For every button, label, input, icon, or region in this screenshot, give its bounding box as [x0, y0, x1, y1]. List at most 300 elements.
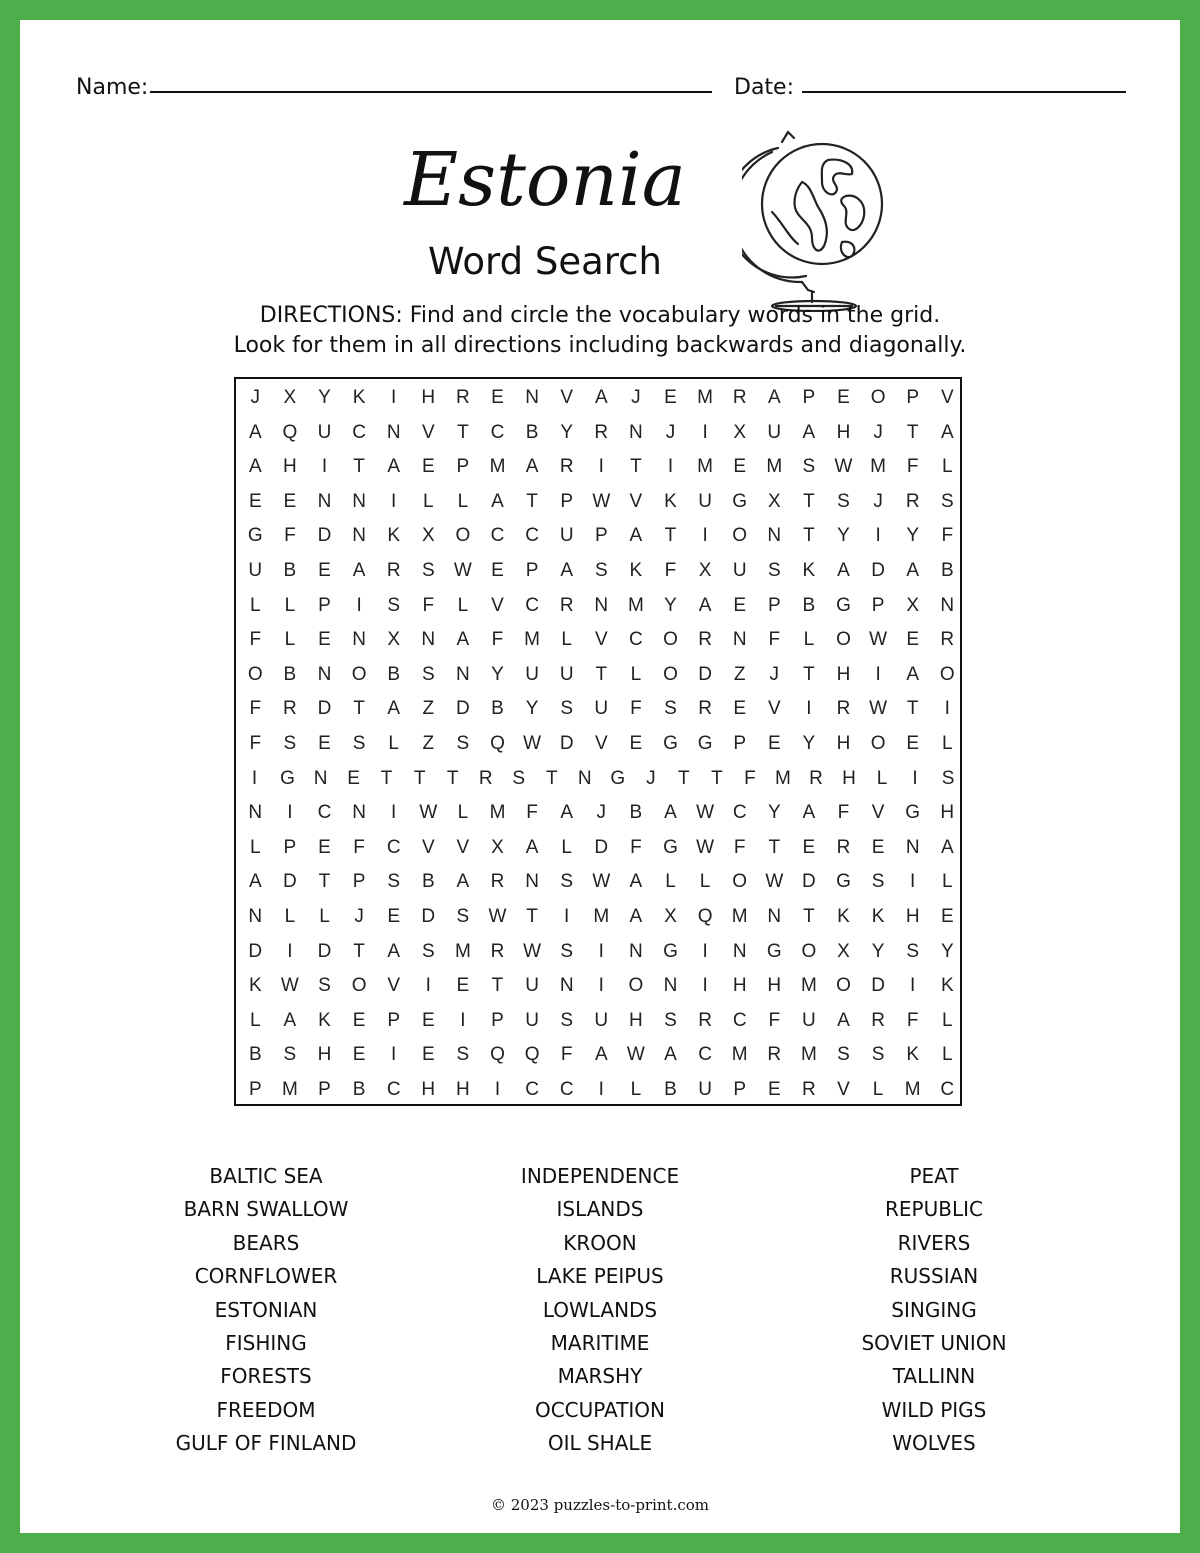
grid-letter[interactable]: R — [698, 629, 712, 651]
grid-letter[interactable]: V — [629, 490, 643, 512]
grid-letter[interactable]: X — [664, 906, 677, 927]
grid-letter[interactable]: R — [490, 940, 505, 962]
grid-letter[interactable]: E — [767, 733, 781, 754]
grid-letter[interactable]: G — [663, 836, 678, 858]
grid-letter[interactable]: I — [391, 387, 397, 408]
grid-letter[interactable]: O — [836, 975, 851, 997]
grid-letter[interactable]: L — [457, 490, 469, 512]
grid-letter[interactable]: V — [491, 594, 504, 616]
grid-letter[interactable]: I — [391, 490, 397, 512]
grid-letter[interactable]: E — [352, 1009, 366, 1031]
grid-letter[interactable]: E — [352, 1044, 366, 1066]
grid-letter[interactable]: L — [561, 629, 572, 651]
grid-letter[interactable]: E — [664, 387, 677, 408]
grid-letter[interactable]: T — [803, 490, 815, 512]
grid-letter[interactable]: R — [940, 629, 955, 651]
grid-letter[interactable]: F — [422, 594, 435, 616]
grid-letter[interactable]: K — [352, 387, 366, 408]
grid-letter[interactable]: R — [809, 767, 823, 789]
grid-letter[interactable]: G — [836, 871, 851, 893]
grid-letter[interactable]: O — [939, 663, 955, 685]
grid-letter[interactable]: X — [698, 560, 712, 581]
grid-letter[interactable]: C — [386, 836, 401, 858]
grid-letter[interactable]: F — [491, 629, 504, 651]
grid-letter[interactable]: N — [352, 525, 366, 547]
grid-letter[interactable]: E — [871, 836, 885, 858]
grid-letter[interactable]: S — [837, 490, 850, 512]
grid-letter[interactable]: N — [386, 421, 401, 443]
grid-letter[interactable]: B — [491, 698, 504, 720]
grid-letter[interactable]: W — [523, 733, 542, 754]
grid-letter[interactable]: Z — [422, 733, 435, 754]
grid-letter[interactable]: T — [380, 767, 393, 789]
grid-letter[interactable]: T — [664, 525, 677, 547]
grid-letter[interactable]: T — [526, 490, 538, 512]
grid-letter[interactable]: C — [317, 802, 332, 824]
grid-letter[interactable]: I — [910, 975, 916, 997]
grid-letter[interactable]: M — [593, 906, 610, 927]
grid-letter[interactable]: A — [802, 802, 816, 824]
grid-letter[interactable]: I — [702, 421, 708, 443]
grid-letter[interactable]: J — [873, 490, 883, 512]
grid-letter[interactable]: R — [490, 871, 505, 893]
grid-letter[interactable]: U — [698, 490, 712, 512]
grid-letter[interactable]: L — [630, 1079, 642, 1100]
grid-letter[interactable]: V — [560, 387, 574, 408]
grid-letter[interactable]: Q — [490, 733, 505, 754]
grid-letter[interactable]: N — [313, 767, 328, 789]
grid-letter[interactable]: I — [944, 698, 950, 720]
grid-letter[interactable]: X — [733, 421, 747, 443]
grid-letter[interactable]: S — [560, 698, 574, 720]
grid-letter[interactable]: A — [387, 456, 401, 478]
grid-letter[interactable]: Q — [282, 421, 298, 443]
grid-letter[interactable]: D — [248, 940, 263, 962]
grid-letter[interactable]: U — [802, 1009, 816, 1031]
grid-letter[interactable]: U — [594, 698, 609, 720]
grid-letter[interactable]: G — [905, 802, 921, 824]
grid-letter[interactable]: H — [421, 1079, 436, 1100]
grid-letter[interactable]: E — [318, 629, 331, 651]
grid-letter[interactable]: L — [803, 629, 815, 651]
grid-letter[interactable]: B — [802, 594, 816, 616]
grid-letter[interactable]: H — [905, 906, 920, 927]
grid-letter[interactable]: P — [318, 594, 331, 616]
grid-letter[interactable]: Q — [524, 1044, 540, 1066]
grid-letter[interactable]: P — [318, 1079, 331, 1100]
grid-letter[interactable]: N — [525, 387, 539, 408]
grid-letter[interactable]: W — [488, 906, 507, 927]
grid-letter[interactable]: G — [697, 733, 713, 754]
grid-letter[interactable]: Z — [733, 663, 746, 685]
grid-letter[interactable]: S — [560, 1009, 574, 1031]
grid-letter[interactable]: T — [906, 698, 919, 720]
grid-letter[interactable]: A — [525, 836, 539, 858]
grid-letter[interactable]: O — [628, 975, 644, 997]
grid-letter[interactable]: B — [525, 421, 539, 443]
grid-letter[interactable]: U — [317, 421, 332, 443]
grid-letter[interactable]: I — [806, 698, 812, 720]
grid-letter[interactable]: K — [940, 975, 954, 997]
grid-letter[interactable]: I — [251, 767, 258, 789]
grid-letter[interactable]: C — [698, 1044, 712, 1066]
grid-letter[interactable]: B — [283, 560, 297, 581]
grid-letter[interactable]: W — [592, 871, 611, 893]
grid-letter[interactable]: D — [802, 871, 816, 893]
grid-letter[interactable]: M — [489, 802, 506, 824]
grid-letter[interactable]: T — [768, 836, 781, 858]
grid-letter[interactable]: L — [561, 836, 572, 858]
grid-letter[interactable]: T — [545, 767, 558, 789]
grid-letter[interactable]: Q — [490, 1044, 505, 1066]
grid-letter[interactable]: W — [765, 871, 784, 893]
grid-letter[interactable]: T — [491, 975, 504, 997]
grid-letter[interactable]: X — [767, 490, 781, 512]
grid-letter[interactable]: W — [696, 802, 715, 824]
grid-letter[interactable]: I — [321, 456, 328, 478]
grid-letter[interactable]: M — [281, 1079, 298, 1100]
grid-letter[interactable]: S — [594, 560, 608, 581]
grid-letter[interactable]: O — [732, 871, 748, 893]
grid-letter[interactable]: J — [646, 767, 656, 789]
grid-letter[interactable]: V — [871, 802, 885, 824]
grid-letter[interactable]: V — [594, 629, 608, 651]
grid-letter[interactable]: E — [906, 733, 920, 754]
grid-letter[interactable]: X — [491, 836, 504, 858]
grid-letter[interactable]: A — [491, 490, 504, 512]
grid-letter[interactable]: L — [250, 836, 261, 858]
grid-letter[interactable]: R — [283, 698, 297, 720]
grid-letter[interactable]: T — [446, 767, 459, 789]
grid-letter[interactable]: A — [387, 698, 401, 720]
grid-letter[interactable]: P — [871, 594, 885, 616]
grid-letter[interactable]: E — [318, 836, 331, 858]
grid-letter[interactable]: A — [387, 940, 401, 962]
grid-letter[interactable]: N — [559, 975, 574, 997]
grid-letter[interactable]: S — [387, 871, 401, 893]
grid-letter[interactable]: T — [353, 940, 365, 962]
grid-letter[interactable]: A — [456, 629, 470, 651]
grid-letter[interactable]: X — [387, 629, 401, 651]
grid-letter[interactable]: S — [283, 1044, 297, 1066]
grid-letter[interactable]: F — [284, 525, 296, 547]
grid-letter[interactable]: E — [940, 906, 954, 927]
grid-letter[interactable]: R — [802, 1079, 816, 1100]
grid-letter[interactable]: X — [906, 594, 920, 616]
grid-letter[interactable]: O — [732, 525, 748, 547]
grid-letter[interactable]: C — [525, 525, 539, 547]
grid-letter[interactable]: L — [942, 1044, 953, 1066]
grid-letter[interactable]: U — [525, 975, 539, 997]
grid-letter[interactable]: I — [875, 525, 881, 547]
grid-letter[interactable]: D — [421, 906, 436, 927]
grid-letter[interactable]: P — [248, 1079, 262, 1100]
grid-letter[interactable]: J — [250, 387, 261, 408]
grid-letter[interactable]: N — [421, 629, 436, 651]
grid-letter[interactable]: T — [318, 871, 331, 893]
grid-letter[interactable]: S — [664, 1009, 677, 1031]
grid-letter[interactable]: F — [906, 456, 919, 478]
grid-letter[interactable]: I — [460, 1009, 466, 1031]
grid-letter[interactable]: W — [592, 490, 611, 512]
grid-letter[interactable]: T — [526, 906, 538, 927]
grid-letter[interactable]: C — [732, 802, 747, 824]
grid-letter[interactable]: N — [352, 802, 366, 824]
grid-letter[interactable]: C — [525, 594, 539, 616]
grid-letter[interactable]: D — [594, 836, 609, 858]
grid-letter[interactable]: Z — [422, 698, 435, 720]
grid-letter[interactable]: O — [870, 387, 886, 408]
grid-letter[interactable]: T — [803, 906, 815, 927]
grid-letter[interactable]: G — [836, 594, 851, 616]
grid-letter[interactable]: L — [942, 456, 953, 478]
grid-letter[interactable]: Y — [767, 802, 781, 824]
grid-letter[interactable]: E — [733, 594, 747, 616]
grid-letter[interactable]: C — [559, 1079, 574, 1100]
grid-letter[interactable]: E — [347, 767, 360, 789]
grid-letter[interactable]: O — [455, 525, 471, 547]
grid-letter[interactable]: C — [490, 525, 505, 547]
grid-letter[interactable]: N — [767, 525, 782, 547]
grid-letter[interactable]: L — [942, 871, 953, 893]
grid-letter[interactable]: L — [699, 871, 711, 893]
grid-letter[interactable]: G — [663, 940, 678, 962]
grid-letter[interactable]: R — [871, 1009, 885, 1031]
grid-letter[interactable]: M — [731, 1044, 748, 1066]
grid-letter[interactable]: T — [353, 456, 365, 478]
grid-letter[interactable]: H — [283, 456, 297, 478]
grid-letter[interactable]: A — [352, 560, 366, 581]
grid-letter[interactable]: H — [836, 733, 851, 754]
grid-letter[interactable]: Q — [697, 906, 713, 927]
grid-letter[interactable]: H — [456, 1079, 470, 1100]
grid-letter[interactable]: L — [284, 594, 296, 616]
grid-letter[interactable]: S — [767, 560, 781, 581]
grid-letter[interactable]: A — [940, 421, 954, 443]
grid-letter[interactable]: M — [800, 975, 817, 997]
grid-letter[interactable]: I — [702, 525, 708, 547]
grid-letter[interactable]: N — [594, 594, 609, 616]
grid-letter[interactable]: D — [871, 975, 885, 997]
grid-letter[interactable]: K — [248, 975, 262, 997]
grid-letter[interactable]: T — [457, 421, 469, 443]
grid-letter[interactable]: A — [456, 871, 470, 893]
grid-letter[interactable]: F — [733, 836, 746, 858]
grid-letter[interactable]: T — [595, 663, 608, 685]
grid-letter[interactable]: O — [801, 940, 817, 962]
grid-letter[interactable]: S — [352, 733, 366, 754]
grid-letter[interactable]: L — [665, 871, 676, 893]
grid-letter[interactable]: S — [837, 1044, 850, 1066]
grid-letter[interactable]: U — [594, 1009, 609, 1031]
grid-letter[interactable]: O — [663, 663, 678, 685]
grid-letter[interactable]: C — [386, 1079, 401, 1100]
grid-letter[interactable]: H — [940, 802, 955, 824]
grid-letter[interactable]: U — [767, 421, 782, 443]
date-line[interactable] — [802, 91, 1126, 93]
grid-letter[interactable]: R — [767, 1044, 782, 1066]
grid-letter[interactable]: M — [800, 1044, 817, 1066]
grid-letter[interactable]: E — [387, 906, 401, 927]
grid-letter[interactable]: F — [906, 1009, 919, 1031]
grid-letter[interactable]: A — [698, 594, 712, 616]
grid-letter[interactable]: H — [842, 767, 856, 789]
grid-letter[interactable]: U — [732, 560, 747, 581]
grid-letter[interactable]: O — [836, 629, 851, 651]
grid-letter[interactable]: I — [494, 1079, 501, 1100]
grid-letter[interactable]: V — [837, 1079, 850, 1100]
grid-letter[interactable]: P — [560, 490, 574, 512]
grid-letter[interactable]: R — [456, 387, 470, 408]
grid-letter[interactable]: F — [837, 802, 850, 824]
grid-letter[interactable]: S — [906, 940, 920, 962]
grid-letter[interactable]: S — [456, 906, 470, 927]
grid-letter[interactable]: K — [871, 906, 885, 927]
grid-letter[interactable]: F — [249, 629, 262, 651]
grid-letter[interactable]: S — [871, 1044, 885, 1066]
grid-letter[interactable]: I — [667, 456, 674, 478]
grid-letter[interactable]: N — [663, 975, 678, 997]
grid-letter[interactable]: P — [733, 1079, 747, 1100]
grid-letter[interactable]: L — [457, 802, 469, 824]
grid-letter[interactable]: K — [318, 1009, 331, 1031]
grid-letter[interactable]: Y — [802, 733, 816, 754]
grid-letter[interactable]: C — [629, 629, 643, 651]
grid-letter[interactable]: E — [767, 1079, 781, 1100]
grid-letter[interactable]: G — [610, 767, 626, 789]
grid-letter[interactable]: M — [454, 940, 471, 962]
grid-letter[interactable]: I — [912, 767, 918, 789]
grid-letter[interactable]: S — [318, 975, 331, 997]
grid-letter[interactable]: P — [352, 871, 366, 893]
grid-letter[interactable]: S — [283, 733, 297, 754]
grid-letter[interactable]: B — [664, 1079, 677, 1100]
grid-letter[interactable]: I — [356, 594, 362, 616]
grid-letter[interactable]: L — [284, 629, 296, 651]
grid-letter[interactable]: D — [317, 940, 332, 962]
grid-letter[interactable]: E — [421, 1044, 435, 1066]
grid-letter[interactable]: I — [598, 975, 604, 997]
grid-letter[interactable]: H — [317, 1044, 332, 1066]
grid-letter[interactable]: A — [664, 802, 677, 824]
grid-letter[interactable]: B — [248, 1044, 262, 1066]
grid-letter[interactable]: S — [421, 940, 435, 962]
grid-letter[interactable]: R — [698, 1009, 712, 1031]
grid-letter[interactable]: N — [352, 490, 366, 512]
grid-letter[interactable]: N — [577, 767, 592, 789]
grid-letter[interactable]: A — [837, 560, 850, 581]
grid-letter[interactable]: P — [594, 525, 608, 547]
grid-letter[interactable]: N — [940, 594, 955, 616]
grid-letter[interactable]: W — [419, 802, 438, 824]
grid-letter[interactable]: M — [766, 456, 783, 478]
grid-letter[interactable]: N — [248, 802, 263, 824]
grid-letter[interactable]: U — [698, 1079, 712, 1100]
grid-letter[interactable]: U — [559, 663, 574, 685]
grid-letter[interactable]: T — [803, 525, 815, 547]
grid-letter[interactable]: L — [457, 594, 469, 616]
grid-letter[interactable]: F — [630, 698, 642, 720]
grid-letter[interactable]: S — [421, 560, 435, 581]
grid-letter[interactable]: L — [630, 663, 642, 685]
grid-letter[interactable]: N — [629, 421, 643, 443]
grid-letter[interactable]: O — [247, 663, 263, 685]
grid-letter[interactable]: E — [248, 490, 262, 512]
grid-letter[interactable]: N — [629, 940, 643, 962]
grid-letter[interactable]: A — [560, 560, 574, 581]
grid-letter[interactable]: I — [875, 663, 881, 685]
grid-letter[interactable]: R — [905, 490, 920, 512]
grid-letter[interactable]: B — [940, 560, 954, 581]
grid-letter[interactable]: A — [906, 663, 920, 685]
grid-letter[interactable]: S — [512, 767, 526, 789]
grid-letter[interactable]: U — [525, 663, 539, 685]
grid-letter[interactable]: O — [870, 733, 886, 754]
grid-letter[interactable]: V — [387, 975, 401, 997]
grid-letter[interactable]: N — [905, 836, 920, 858]
grid-letter[interactable]: I — [564, 906, 570, 927]
grid-letter[interactable]: L — [284, 906, 296, 927]
grid-letter[interactable]: S — [871, 871, 885, 893]
grid-letter[interactable]: A — [629, 871, 643, 893]
grid-letter[interactable]: P — [767, 594, 781, 616]
grid-letter[interactable]: W — [869, 698, 888, 720]
grid-letter[interactable]: A — [283, 1009, 297, 1031]
grid-letter[interactable]: C — [525, 1079, 539, 1100]
grid-letter[interactable]: Y — [664, 594, 677, 616]
grid-letter[interactable]: L — [423, 490, 434, 512]
grid-letter[interactable]: V — [456, 836, 470, 858]
grid-letter[interactable]: P — [733, 733, 747, 754]
grid-letter[interactable]: E — [421, 456, 435, 478]
grid-letter[interactable]: T — [906, 421, 919, 443]
grid-letter[interactable]: R — [559, 594, 574, 616]
letter-grid[interactable] — [234, 377, 962, 1106]
grid-letter[interactable]: B — [283, 663, 297, 685]
grid-letter[interactable]: J — [596, 802, 607, 824]
grid-letter[interactable]: W — [869, 629, 888, 651]
grid-letter[interactable]: H — [421, 387, 436, 408]
grid-letter[interactable]: K — [906, 1044, 920, 1066]
grid-letter[interactable]: W — [696, 836, 715, 858]
grid-letter[interactable]: O — [351, 975, 367, 997]
grid-letter[interactable]: P — [456, 456, 470, 478]
grid-letter[interactable]: T — [803, 663, 815, 685]
grid-letter[interactable]: H — [629, 1009, 643, 1031]
grid-letter[interactable]: G — [663, 733, 678, 754]
grid-letter[interactable]: A — [248, 871, 262, 893]
grid-letter[interactable]: X — [283, 387, 297, 408]
grid-letter[interactable]: L — [250, 1009, 261, 1031]
grid-letter[interactable]: F — [768, 1009, 781, 1031]
grid-letter[interactable]: R — [478, 767, 493, 789]
grid-letter[interactable]: S — [940, 490, 954, 512]
grid-letter[interactable]: P — [491, 1009, 504, 1031]
grid-letter[interactable]: B — [387, 663, 401, 685]
grid-letter[interactable]: M — [627, 594, 644, 616]
grid-letter[interactable]: T — [678, 767, 690, 789]
grid-letter[interactable]: T — [630, 456, 642, 478]
grid-letter[interactable]: M — [697, 387, 713, 408]
grid-letter[interactable]: R — [836, 836, 851, 858]
grid-letter[interactable]: F — [768, 629, 781, 651]
grid-letter[interactable]: H — [732, 975, 747, 997]
grid-letter[interactable]: P — [387, 1009, 401, 1031]
grid-letter[interactable]: R — [559, 456, 574, 478]
grid-letter[interactable]: Y — [318, 387, 331, 408]
grid-letter[interactable]: I — [702, 975, 708, 997]
grid-letter[interactable]: D — [456, 698, 470, 720]
